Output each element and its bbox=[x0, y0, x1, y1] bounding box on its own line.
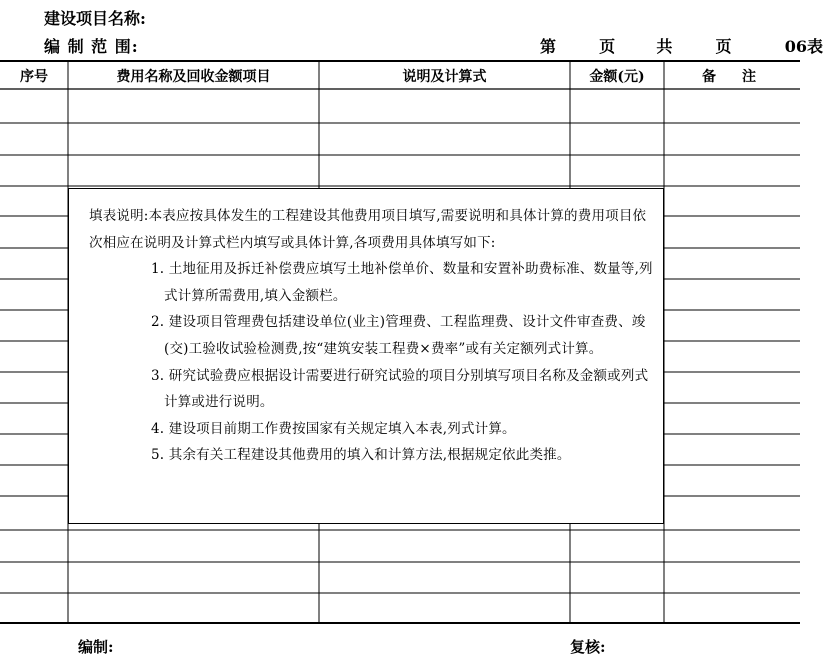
reviewed-by-label: 复核: bbox=[570, 638, 606, 656]
instruction-item: 4. 建设项目前期工作费按国家有关规定填入本表,列式计算。 bbox=[151, 420, 516, 437]
instructions-intro-text: 本表应按具体发生的工程建设其他费用项目填写,需要说明和具体计算的费用项目依次相应在说明及计算式栏内填写或具体计算,各项费用具体填写如下: bbox=[89, 208, 647, 251]
instruction-item: 1. 土地征用及拆迁补偿费应填写土地补偿单价、数量和安置补助费标准、数量等,列式计算所需费用,填入金额栏。 bbox=[151, 261, 653, 304]
instructions-box bbox=[68, 188, 664, 524]
instructions-list bbox=[89, 256, 655, 469]
col-header-item-name: 费用名称及回收金额项目 bbox=[116, 69, 271, 85]
page-label: 第 bbox=[540, 37, 557, 56]
total-label: 共 bbox=[656, 37, 673, 56]
instructions-text bbox=[89, 203, 655, 469]
col-header-description: 说明及计算式 bbox=[402, 69, 487, 85]
form-number: 06表 bbox=[784, 37, 823, 56]
page-unit: 页 bbox=[599, 37, 616, 56]
instruction-item: 5. 其余有关工程建设其他费用的填入和计算方法,根据规定依此类推。 bbox=[151, 447, 571, 464]
instruction-item: 3. 研究试验费应根据设计需要进行研究试验的项目分别填写项目名称及金额或列式计算或进行说明。 bbox=[151, 367, 649, 411]
instructions-lead: 填表说明: bbox=[89, 208, 149, 224]
scope-label: 编 制 范 围: bbox=[44, 37, 139, 56]
compiled-by-label: 编制: bbox=[78, 638, 114, 656]
col-header-remarks: 备 注 bbox=[702, 69, 762, 85]
col-header-amount: 金额(元) bbox=[589, 69, 645, 85]
total-unit: 页 bbox=[715, 37, 732, 56]
col-header-seq: 序号 bbox=[20, 69, 48, 85]
project-name-label: 建设项目名称: bbox=[44, 9, 146, 28]
instruction-item: 2. 建设项目管理费包括建设单位(业主)管理费、工程监理费、设计文件审查费、竣(交)工验收试验检测费,按“建筑安装工程费×费率”或有关定额列式计算。 bbox=[151, 314, 646, 357]
instructions-intro bbox=[89, 203, 655, 256]
